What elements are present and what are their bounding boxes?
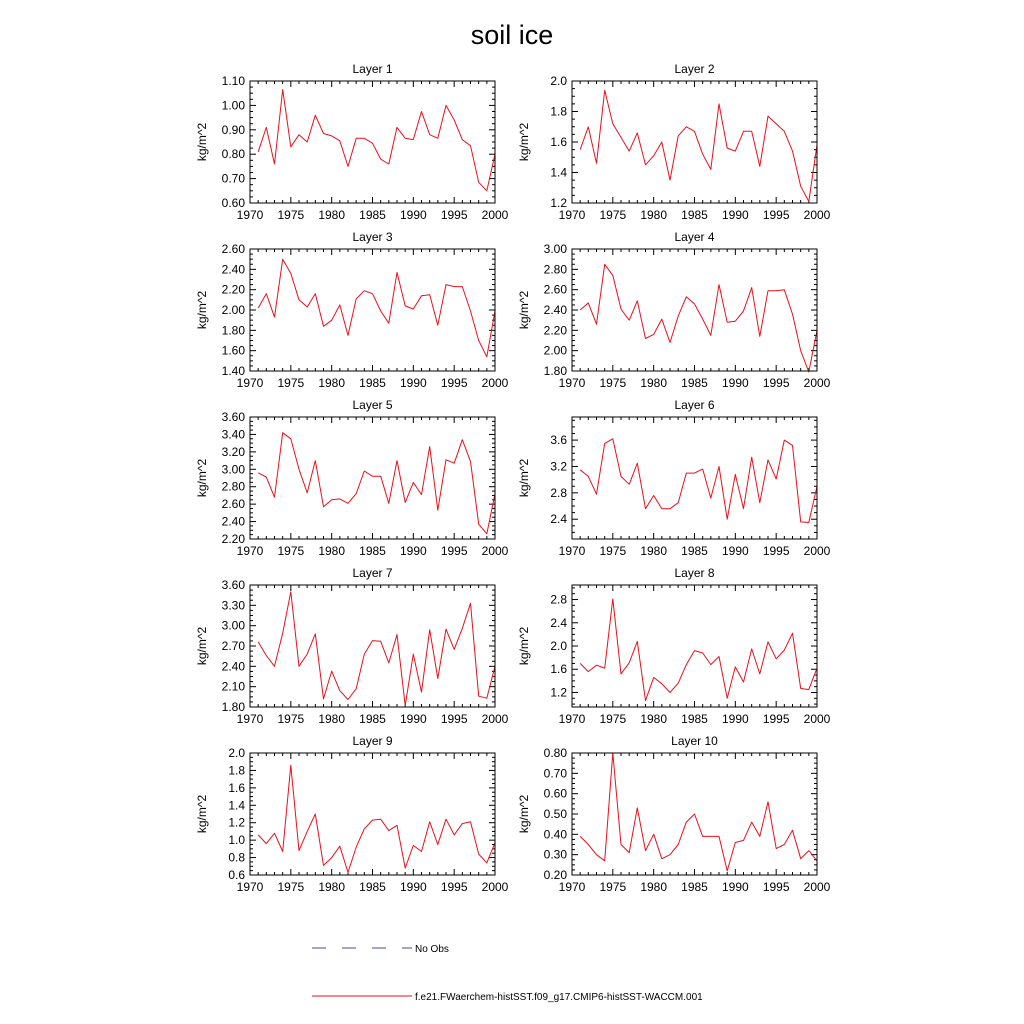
panel-title: Layer 7 bbox=[352, 566, 393, 580]
panel-title: Layer 4 bbox=[674, 230, 715, 244]
x-tick-label: 1980 bbox=[318, 376, 346, 390]
x-tick-label: 1985 bbox=[681, 880, 708, 894]
y-tick-label: 2.0 bbox=[550, 74, 567, 88]
y-tick-label: 1.6 bbox=[550, 662, 567, 677]
legend-model-label: f.e21.FWaerchem-histSST.f09_g17.CMIP6-histSST-WACCM.001 bbox=[415, 992, 703, 1003]
panel-layer-1 bbox=[195, 62, 509, 222]
x-tick-label: 1990 bbox=[399, 376, 427, 390]
y-tick-label: 2.20 bbox=[221, 282, 245, 297]
x-tick-label: 1985 bbox=[681, 376, 708, 390]
x-tick-label: 1985 bbox=[681, 544, 708, 558]
x-tick-label: 1980 bbox=[640, 712, 668, 726]
x-tick-label: 1970 bbox=[236, 544, 264, 558]
x-tick-label: 1970 bbox=[558, 376, 586, 390]
y-tick-label: 0.30 bbox=[543, 847, 567, 862]
x-tick-label: 2000 bbox=[481, 880, 509, 894]
x-tick-label: 1985 bbox=[359, 712, 386, 726]
panel-title: Layer 10 bbox=[671, 734, 718, 748]
x-tick-label: 1980 bbox=[318, 208, 346, 222]
x-tick-label: 2000 bbox=[481, 208, 509, 222]
panel-layer-2 bbox=[517, 62, 831, 222]
y-tick-label: 0.70 bbox=[221, 171, 245, 186]
plot-frame bbox=[572, 249, 817, 371]
x-tick-label: 2000 bbox=[481, 376, 509, 390]
x-tick-label: 2000 bbox=[481, 712, 509, 726]
panel-layer-7 bbox=[195, 566, 509, 726]
y-tick-label: 0.6 bbox=[228, 868, 245, 882]
y-tick-label: 2.00 bbox=[543, 343, 567, 358]
x-tick-label: 1970 bbox=[558, 544, 586, 558]
panel-layer-8 bbox=[517, 566, 831, 726]
x-tick-label: 1995 bbox=[440, 712, 468, 726]
series-line-layer-3 bbox=[258, 259, 495, 357]
series-line-layer-7 bbox=[258, 592, 495, 706]
plot-frame bbox=[572, 81, 817, 203]
x-tick-label: 2000 bbox=[481, 544, 509, 558]
x-tick-label: 1990 bbox=[721, 880, 749, 894]
plot-frame bbox=[572, 417, 817, 539]
y-tick-label: 1.2 bbox=[550, 196, 567, 210]
y-tick-label: 3.30 bbox=[221, 598, 245, 613]
x-tick-label: 1975 bbox=[599, 544, 627, 558]
y-tick-label: 3.6 bbox=[550, 433, 567, 448]
x-tick-label: 1970 bbox=[558, 712, 586, 726]
x-tick-label: 1990 bbox=[399, 208, 427, 222]
x-tick-label: 1970 bbox=[558, 208, 586, 222]
y-tick-label: 2.40 bbox=[221, 514, 245, 529]
series-line-layer-5 bbox=[258, 433, 495, 534]
y-tick-label: 2.10 bbox=[221, 679, 245, 694]
y-axis-label: kg/m^2 bbox=[195, 626, 209, 666]
x-tick-label: 2000 bbox=[803, 208, 831, 222]
x-tick-label: 1980 bbox=[318, 712, 346, 726]
panel-title: Layer 5 bbox=[352, 398, 393, 412]
y-tick-label: 0.60 bbox=[221, 196, 245, 210]
x-tick-label: 1985 bbox=[359, 376, 386, 390]
y-tick-label: 2.20 bbox=[221, 532, 245, 546]
y-axis-label: kg/m^2 bbox=[517, 458, 531, 498]
series-line-layer-2 bbox=[580, 90, 817, 201]
x-tick-label: 1995 bbox=[762, 376, 790, 390]
x-tick-label: 1995 bbox=[440, 544, 468, 558]
x-tick-label: 1980 bbox=[640, 208, 668, 222]
y-tick-label: 0.20 bbox=[543, 868, 567, 882]
x-tick-label: 1980 bbox=[318, 880, 346, 894]
x-tick-label: 1995 bbox=[762, 208, 790, 222]
series-line-layer-4 bbox=[580, 264, 817, 372]
x-tick-label: 1985 bbox=[359, 208, 386, 222]
y-tick-label: 1.2 bbox=[550, 685, 567, 700]
y-tick-label: 2.20 bbox=[543, 323, 567, 338]
y-tick-label: 2.40 bbox=[543, 303, 567, 317]
y-axis-label: kg/m^2 bbox=[195, 794, 209, 834]
x-tick-label: 1980 bbox=[318, 544, 346, 558]
y-tick-label: 2.60 bbox=[543, 282, 567, 297]
y-tick-label: 1.6 bbox=[550, 135, 567, 149]
panel-title: Layer 8 bbox=[674, 566, 715, 580]
y-tick-label: 0.8 bbox=[228, 850, 245, 865]
y-axis-label: kg/m^2 bbox=[195, 290, 209, 330]
x-tick-label: 1990 bbox=[399, 880, 427, 894]
x-tick-label: 1975 bbox=[277, 208, 305, 222]
y-tick-label: 1.00 bbox=[221, 98, 245, 113]
x-tick-label: 2000 bbox=[803, 712, 831, 726]
y-axis-label: kg/m^2 bbox=[195, 122, 209, 162]
x-tick-label: 1970 bbox=[236, 376, 264, 390]
x-tick-label: 1990 bbox=[721, 208, 749, 222]
y-tick-label: 2.8 bbox=[550, 592, 567, 607]
x-tick-label: 2000 bbox=[803, 880, 831, 894]
y-tick-label: 3.2 bbox=[550, 459, 567, 474]
x-tick-label: 1975 bbox=[277, 544, 305, 558]
plot-frame bbox=[572, 585, 817, 707]
y-tick-label: 1.10 bbox=[221, 74, 245, 88]
x-tick-label: 1970 bbox=[558, 880, 586, 894]
plot-frame bbox=[250, 753, 495, 875]
y-tick-label: 1.8 bbox=[550, 104, 567, 119]
y-axis-label: kg/m^2 bbox=[517, 794, 531, 834]
y-tick-label: 1.2 bbox=[228, 815, 245, 830]
y-tick-label: 1.0 bbox=[228, 833, 245, 848]
x-tick-label: 1990 bbox=[721, 376, 749, 390]
y-tick-label: 0.50 bbox=[543, 807, 567, 821]
y-tick-label: 2.4 bbox=[550, 615, 567, 630]
x-tick-label: 1980 bbox=[640, 544, 668, 558]
y-axis-label: kg/m^2 bbox=[195, 458, 209, 498]
x-tick-label: 1975 bbox=[599, 712, 627, 726]
y-tick-label: 2.0 bbox=[550, 639, 567, 653]
series-line-layer-8 bbox=[580, 599, 817, 701]
panel-title: Layer 1 bbox=[352, 62, 393, 76]
y-tick-label: 0.80 bbox=[221, 147, 245, 162]
legend bbox=[312, 944, 703, 1003]
y-tick-label: 0.60 bbox=[543, 786, 567, 801]
y-tick-label: 0.90 bbox=[221, 122, 245, 137]
x-tick-label: 1995 bbox=[762, 712, 790, 726]
panel-title: Layer 2 bbox=[674, 62, 715, 76]
y-tick-label: 1.80 bbox=[221, 700, 245, 714]
y-tick-label: 2.60 bbox=[221, 242, 245, 256]
y-tick-label: 3.60 bbox=[221, 578, 245, 592]
figure-title: soil ice bbox=[470, 20, 554, 50]
y-tick-label: 1.6 bbox=[228, 780, 245, 795]
y-tick-label: 2.0 bbox=[228, 746, 245, 760]
plot-frame bbox=[250, 585, 495, 707]
x-tick-label: 1995 bbox=[762, 544, 790, 558]
x-tick-label: 1990 bbox=[721, 544, 749, 558]
x-tick-label: 1975 bbox=[277, 880, 305, 894]
x-tick-label: 1990 bbox=[399, 544, 427, 558]
panel-title: Layer 3 bbox=[352, 230, 393, 244]
y-tick-label: 2.4 bbox=[550, 512, 567, 527]
y-tick-label: 1.60 bbox=[221, 343, 245, 358]
y-tick-label: 1.4 bbox=[228, 798, 245, 813]
series-line-layer-1 bbox=[258, 90, 495, 191]
x-tick-label: 2000 bbox=[803, 376, 831, 390]
x-tick-label: 1995 bbox=[762, 880, 790, 894]
x-tick-label: 1980 bbox=[640, 880, 668, 894]
y-axis-label: kg/m^2 bbox=[517, 122, 531, 162]
x-tick-label: 1970 bbox=[236, 208, 264, 222]
panel-layer-6 bbox=[517, 398, 831, 558]
x-tick-label: 1980 bbox=[640, 376, 668, 390]
x-tick-label: 1985 bbox=[359, 880, 386, 894]
panel-grid bbox=[195, 62, 831, 894]
y-axis-label: kg/m^2 bbox=[517, 626, 531, 666]
x-tick-label: 2000 bbox=[803, 544, 831, 558]
panel-title: Layer 9 bbox=[352, 734, 393, 748]
y-tick-label: 2.60 bbox=[221, 497, 245, 512]
x-tick-label: 1995 bbox=[440, 880, 468, 894]
y-tick-label: 1.40 bbox=[221, 364, 245, 378]
x-tick-label: 1985 bbox=[681, 712, 708, 726]
series-line-layer-10 bbox=[580, 753, 817, 871]
y-tick-label: 2.40 bbox=[221, 659, 245, 674]
y-tick-label: 2.70 bbox=[221, 639, 245, 653]
legend-noobs-label: No Obs bbox=[415, 944, 449, 955]
panel-layer-10 bbox=[517, 734, 831, 894]
x-tick-label: 1975 bbox=[599, 376, 627, 390]
y-tick-label: 3.00 bbox=[221, 462, 245, 477]
x-tick-label: 1970 bbox=[236, 880, 264, 894]
x-tick-label: 1985 bbox=[359, 544, 386, 558]
y-tick-label: 3.00 bbox=[221, 618, 245, 633]
y-tick-label: 2.00 bbox=[221, 303, 245, 317]
x-tick-label: 1985 bbox=[681, 208, 708, 222]
y-tick-label: 0.70 bbox=[543, 766, 567, 781]
panel-layer-4 bbox=[517, 230, 831, 390]
y-tick-label: 3.60 bbox=[221, 410, 245, 424]
y-tick-label: 1.80 bbox=[221, 323, 245, 338]
y-tick-label: 2.80 bbox=[543, 262, 567, 277]
x-tick-label: 1975 bbox=[599, 208, 627, 222]
y-tick-label: 2.80 bbox=[221, 479, 245, 494]
x-tick-label: 1990 bbox=[721, 712, 749, 726]
y-axis-label: kg/m^2 bbox=[517, 290, 531, 330]
series-line-layer-6 bbox=[580, 439, 817, 523]
panel-layer-5 bbox=[195, 398, 509, 558]
x-tick-label: 1990 bbox=[399, 712, 427, 726]
panel-layer-9 bbox=[195, 734, 509, 894]
y-tick-label: 0.80 bbox=[543, 746, 567, 760]
y-tick-label: 2.8 bbox=[550, 485, 567, 500]
y-tick-label: 2.40 bbox=[221, 262, 245, 277]
y-tick-label: 3.20 bbox=[221, 444, 245, 459]
series-line-layer-9 bbox=[258, 765, 495, 872]
x-tick-label: 1995 bbox=[440, 376, 468, 390]
y-tick-label: 0.40 bbox=[543, 827, 567, 842]
y-tick-label: 1.80 bbox=[543, 364, 567, 378]
panel-title: Layer 6 bbox=[674, 398, 715, 412]
x-tick-label: 1975 bbox=[599, 880, 627, 894]
y-tick-label: 1.4 bbox=[550, 165, 567, 180]
x-tick-label: 1975 bbox=[277, 712, 305, 726]
x-tick-label: 1975 bbox=[277, 376, 305, 390]
y-tick-label: 3.40 bbox=[221, 427, 245, 442]
panel-layer-3 bbox=[195, 230, 509, 390]
x-tick-label: 1970 bbox=[236, 712, 264, 726]
plot-frame bbox=[250, 81, 495, 203]
x-tick-label: 1995 bbox=[440, 208, 468, 222]
y-tick-label: 1.8 bbox=[228, 763, 245, 778]
y-tick-label: 3.00 bbox=[543, 242, 567, 256]
